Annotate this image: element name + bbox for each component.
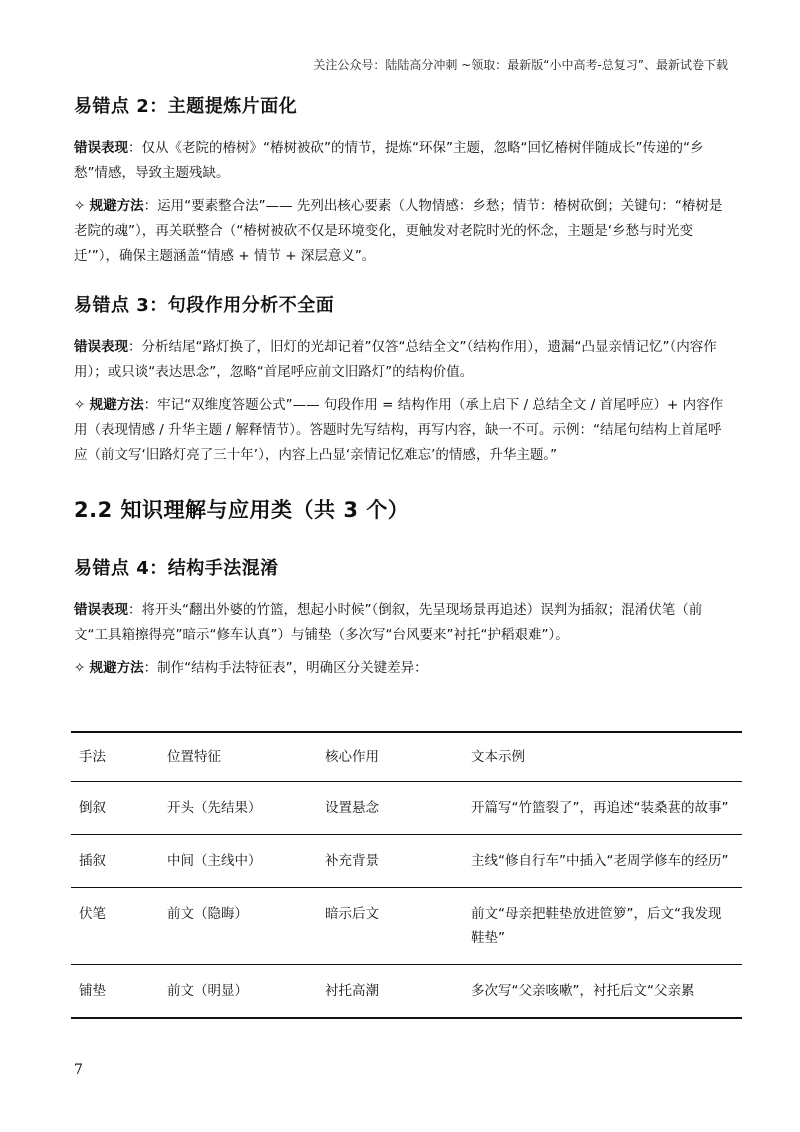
avoid-text: ：制作“结构手法特征表”，明确区分关键差异：	[143, 660, 428, 676]
section-title-error-2: 易错点 2：主题提炼片面化	[74, 96, 298, 117]
table-cell: 前文“母亲把鞋垫放进笸箩”，后文“我发现鞋垫”	[463, 888, 742, 965]
avoid-method-paragraph	[74, 194, 730, 269]
sparkle-icon: ✧	[74, 660, 90, 676]
avoid-text: ：牢记“双维度答题公式”—— 句段作用 = 结构作用（承上启下 / 总结全文 / 首尾呼应）+ 内容作用（表现情感 / 升华主题 / 解释情节）。答题时先写结构，再写内容，缺一不可。示例：“结尾句结构上首尾呼应（前文写‘旧路灯亮了三十年’），内容上凸显‘亲情记忆难忘’的情感，升华主题。”	[74, 397, 724, 463]
table-cell: 伏笔	[71, 888, 159, 965]
table-cell: 设置悬念	[317, 782, 463, 835]
table-cell: 补充背景	[317, 835, 463, 888]
error-text: ：将开头“翻出外婆的竹篮，想起小时候”（倒叙，先呈现场景再追述）误判为插叙；混淆伏笔（前文“工具箱擦得亮”暗示“修车认真”）与铺垫（多次写“台风要来”衬托“护稻艰难”）。	[74, 602, 703, 643]
error-text: ：仅从《老院的椿树》“椿树被砍”的情节，提炼“环保”主题，忽略“回忆椿树伴随成长”传递的“乡愁”情感，导致主题残缺。	[74, 140, 704, 181]
avoid-label: 规避方法	[89, 397, 144, 413]
table-cell: 多次写“父亲咳嗽”，衬托后文“父亲累	[463, 965, 742, 1019]
table-header-row	[71, 732, 742, 782]
avoid-label: 规避方法	[89, 198, 144, 214]
sparkle-icon: ✧	[74, 198, 90, 214]
avoid-method-paragraph	[74, 656, 730, 681]
structure-technique-table	[71, 731, 742, 1019]
section-title-error-3: 易错点 3：句段作用分析不全面	[74, 295, 335, 316]
avoid-text: ：运用“要素整合法”—— 先列出核心要素（人物情感：乡愁；情节：椿树砍倒；关键句：“椿树是老院的魂”），再关联整合（“椿树被砍不仅是环境变化，更触发对老院时光的怀念，主题是‘乡愁与时光变迁’”），确保主题涵盖“情感 + 情节 + 深层意义”。	[74, 198, 723, 264]
table-cell: 前文（隐晦）	[159, 888, 317, 965]
table-cell: 铺垫	[71, 965, 159, 1019]
table-cell: 主线“修自行车”中插入“老周学修车的经历”	[463, 835, 742, 888]
error-performance-paragraph	[74, 136, 730, 186]
error-text: ：分析结尾“路灯换了，旧灯的光却记着”仅答“总结全文”（结构作用），遗漏“凸显亲情记忆”（内容作用）；或只谈“表达思念”，忽略“首尾呼应前文旧路灯”的结构价值。	[74, 339, 717, 380]
table-cell: 开篇写“竹篮裂了”，再追述“装桑葚的故事”	[463, 782, 742, 835]
table-header-cell: 核心作用	[317, 732, 463, 782]
table-cell: 中间（主线中）	[159, 835, 317, 888]
error-label: 错误表现	[74, 339, 128, 355]
page-number: 7	[74, 1062, 83, 1078]
table-header-cell: 文本示例	[463, 732, 742, 782]
table-cell: 倒叙	[71, 782, 159, 835]
table-row	[71, 782, 742, 835]
table-cell: 衬托高潮	[317, 965, 463, 1019]
table-cell: 暗示后文	[317, 888, 463, 965]
sparkle-icon: ✧	[74, 397, 90, 413]
main-content	[74, 92, 730, 1019]
error-performance-paragraph	[74, 598, 730, 648]
table-cell: 前文（明显）	[159, 965, 317, 1019]
table-cell: 插叙	[71, 835, 159, 888]
avoid-method-paragraph	[74, 393, 730, 468]
page-header: 关注公众号：陆陆高分冲刺 ~领取：最新版“小中高考-总复习”、最新试卷下载	[313, 58, 728, 72]
table-header-cell: 手法	[71, 732, 159, 782]
table-header-cell: 位置特征	[159, 732, 317, 782]
table-row	[71, 965, 742, 1019]
error-label: 错误表现	[74, 140, 128, 156]
error-label: 错误表现	[74, 602, 128, 618]
part-title-2-2: 2.2 知识理解与应用类（共 3 个）	[74, 498, 410, 522]
table-row	[71, 888, 742, 965]
table-row	[71, 835, 742, 888]
avoid-label: 规避方法	[89, 660, 144, 676]
section-title-error-4: 易错点 4：结构手法混淆	[74, 558, 279, 579]
error-performance-paragraph	[74, 335, 730, 385]
table-cell: 开头（先结果）	[159, 782, 317, 835]
